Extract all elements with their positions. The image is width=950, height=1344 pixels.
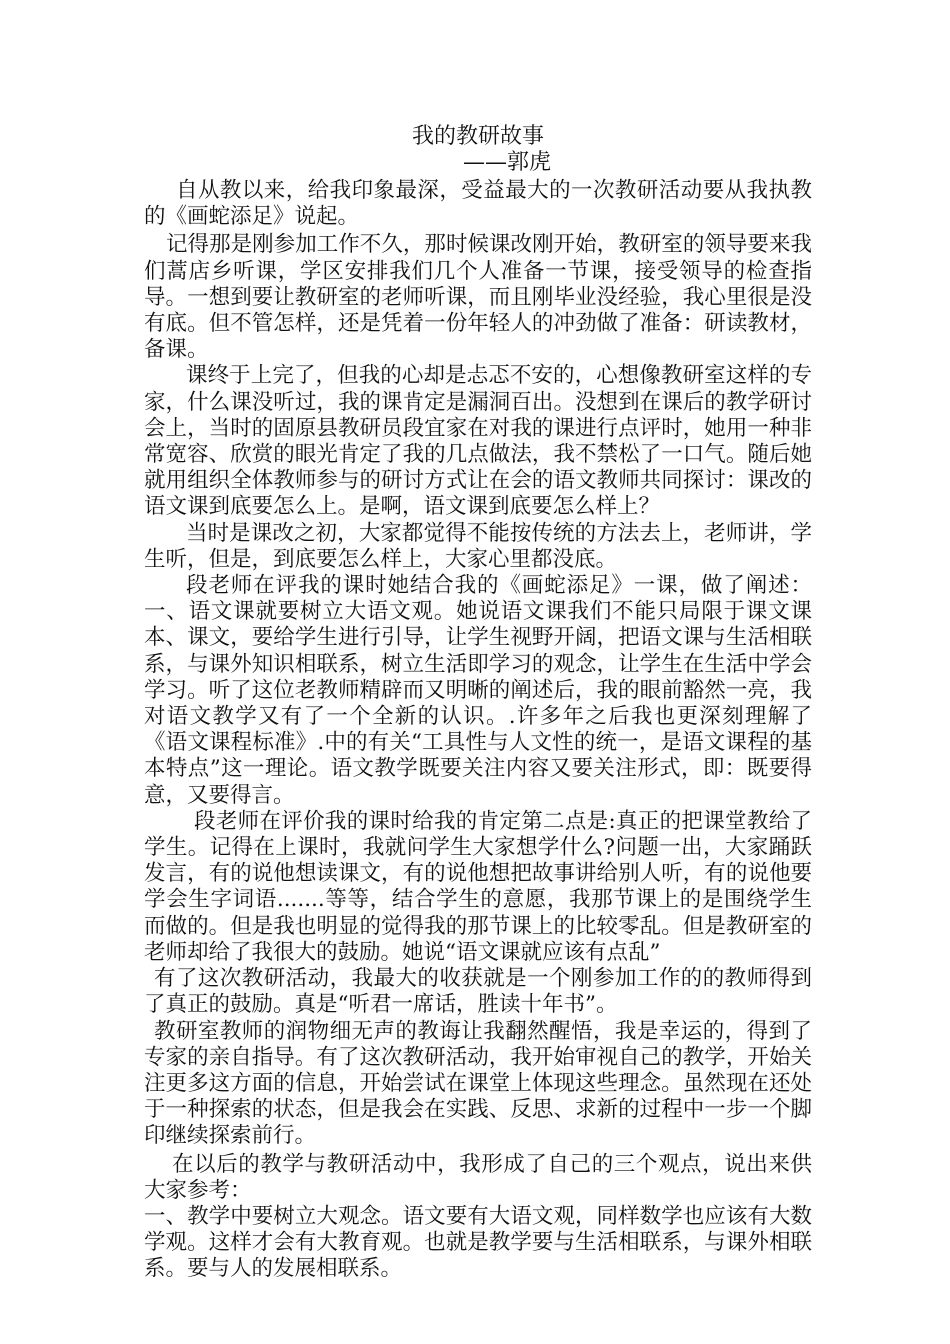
paragraph-2: 记得那是刚参加工作不久，那时候课改刚开始，教研室的领导要来我们蒿店乡听课，学区安排我们几个人准备一节课，接受领导的检查指导。一想到要让教研室的老师听课，而且刚毕业没经验，我心里很是没有底。但不管怎样，还是凭着一份年轻人的冲劲做了准备：研读教材，备课。 <box>144 232 812 363</box>
paragraph-6: 段老师在评价我的课时给我的肯定第二点是:真正的把课堂教给了学生。记得在上课时，我就问学生大家想学什么?问题一出，大家踊跃发言，有的说他想读课文，有的说他想把故事讲给别人听，有的说他要学会生字词语.......等等，结合学生的意愿，我那节课上的是围绕学生而做的。但是我也明显的觉得我的那节课上的比较零乱。但是教研室的老师却给了我很大的鼓励。她说“语文课就应该有点乱” <box>144 808 812 965</box>
paragraph-7: 有了这次教研活动，我最大的收获就是一个刚参加工作的的教师得到了真正的鼓励。真是“听君一席话，胜读十年书”。 <box>144 966 812 1018</box>
document-author: ——郭虎 <box>462 150 551 175</box>
paragraph-8: 教研室教师的润物细无声的教诲让我翻然醒悟，我是幸运的，得到了专家的亲自指导。有了这次教研活动，我开始审视自己的教学，开始关注更多这方面的信息，开始尝试在课堂上体现这些理念。虽然现在还处于一种探索的状态，但是我会在实践、反思、求新的过程中一步一个脚印继续探索前行。 <box>144 1018 812 1149</box>
paragraph-1: 自从教以来，给我印象最深，受益最大的一次教研活动要从我执教的《画蛇添足》说起。 <box>144 178 812 230</box>
paragraph-3: 课终于上完了，但我的心却是忐忑不安的，心想像教研室这样的专家，什么课没听过，我的课肯定是漏洞百出。没想到在课后的教学研讨会上，当时的固原县教研员段宜家在对我的课进行点评时，她用一种非常宽容、欣赏的眼光肯定了我的几点做法，我不禁松了一口气。随后她就用组织全体教师参与的研讨方式让在会的语文教师共同探讨：课改的语文课到底要怎么上。是啊，语文课到底要怎么样上？ <box>144 363 812 520</box>
document-page <box>144 124 812 1283</box>
paragraph-10: 一、教学中要树立大观念。语文要有大语文观，同样数学也应该有大数学观。这样才会有大教育观。也就是教学要与生活相联系，与课外相联系。要与人的发展相联系。 <box>144 1203 812 1282</box>
paragraph-5: 段老师在评我的课时她结合我的《画蛇添足》一课，做了阐述：一、语文课就要树立大语文观。她说语文课我们不能只局限于课文课本、课文，要给学生进行引导，让学生视野开阔，把语文课与生活相联系，与课外知识相联系，树立生活即学习的观念，让学生在生活中学会学习。听了这位老教师精辟而又明晰的阐述后，我的眼前豁然一亮，我对语文教学又有了一个全新的认识。.许多年之后我也更深刻理解了《语文课程标准》.中的有关“工具性与人文性的统一，是语文课程的基本特点”这一理论。语文教学既要关注内容又要关注形式，即：既要得意，又要得言。 <box>144 573 812 808</box>
document-title: 我的教研故事 <box>411 124 544 149</box>
paragraph-4: 当时是课改之初，大家都觉得不能按传统的方法去上，老师讲，学生听，但是，到底要怎么样上，大家心里都没底。 <box>144 520 812 572</box>
paragraph-9: 在以后的教学与教研活动中，我形成了自己的三个观点，说出来供大家参考： <box>144 1151 812 1203</box>
